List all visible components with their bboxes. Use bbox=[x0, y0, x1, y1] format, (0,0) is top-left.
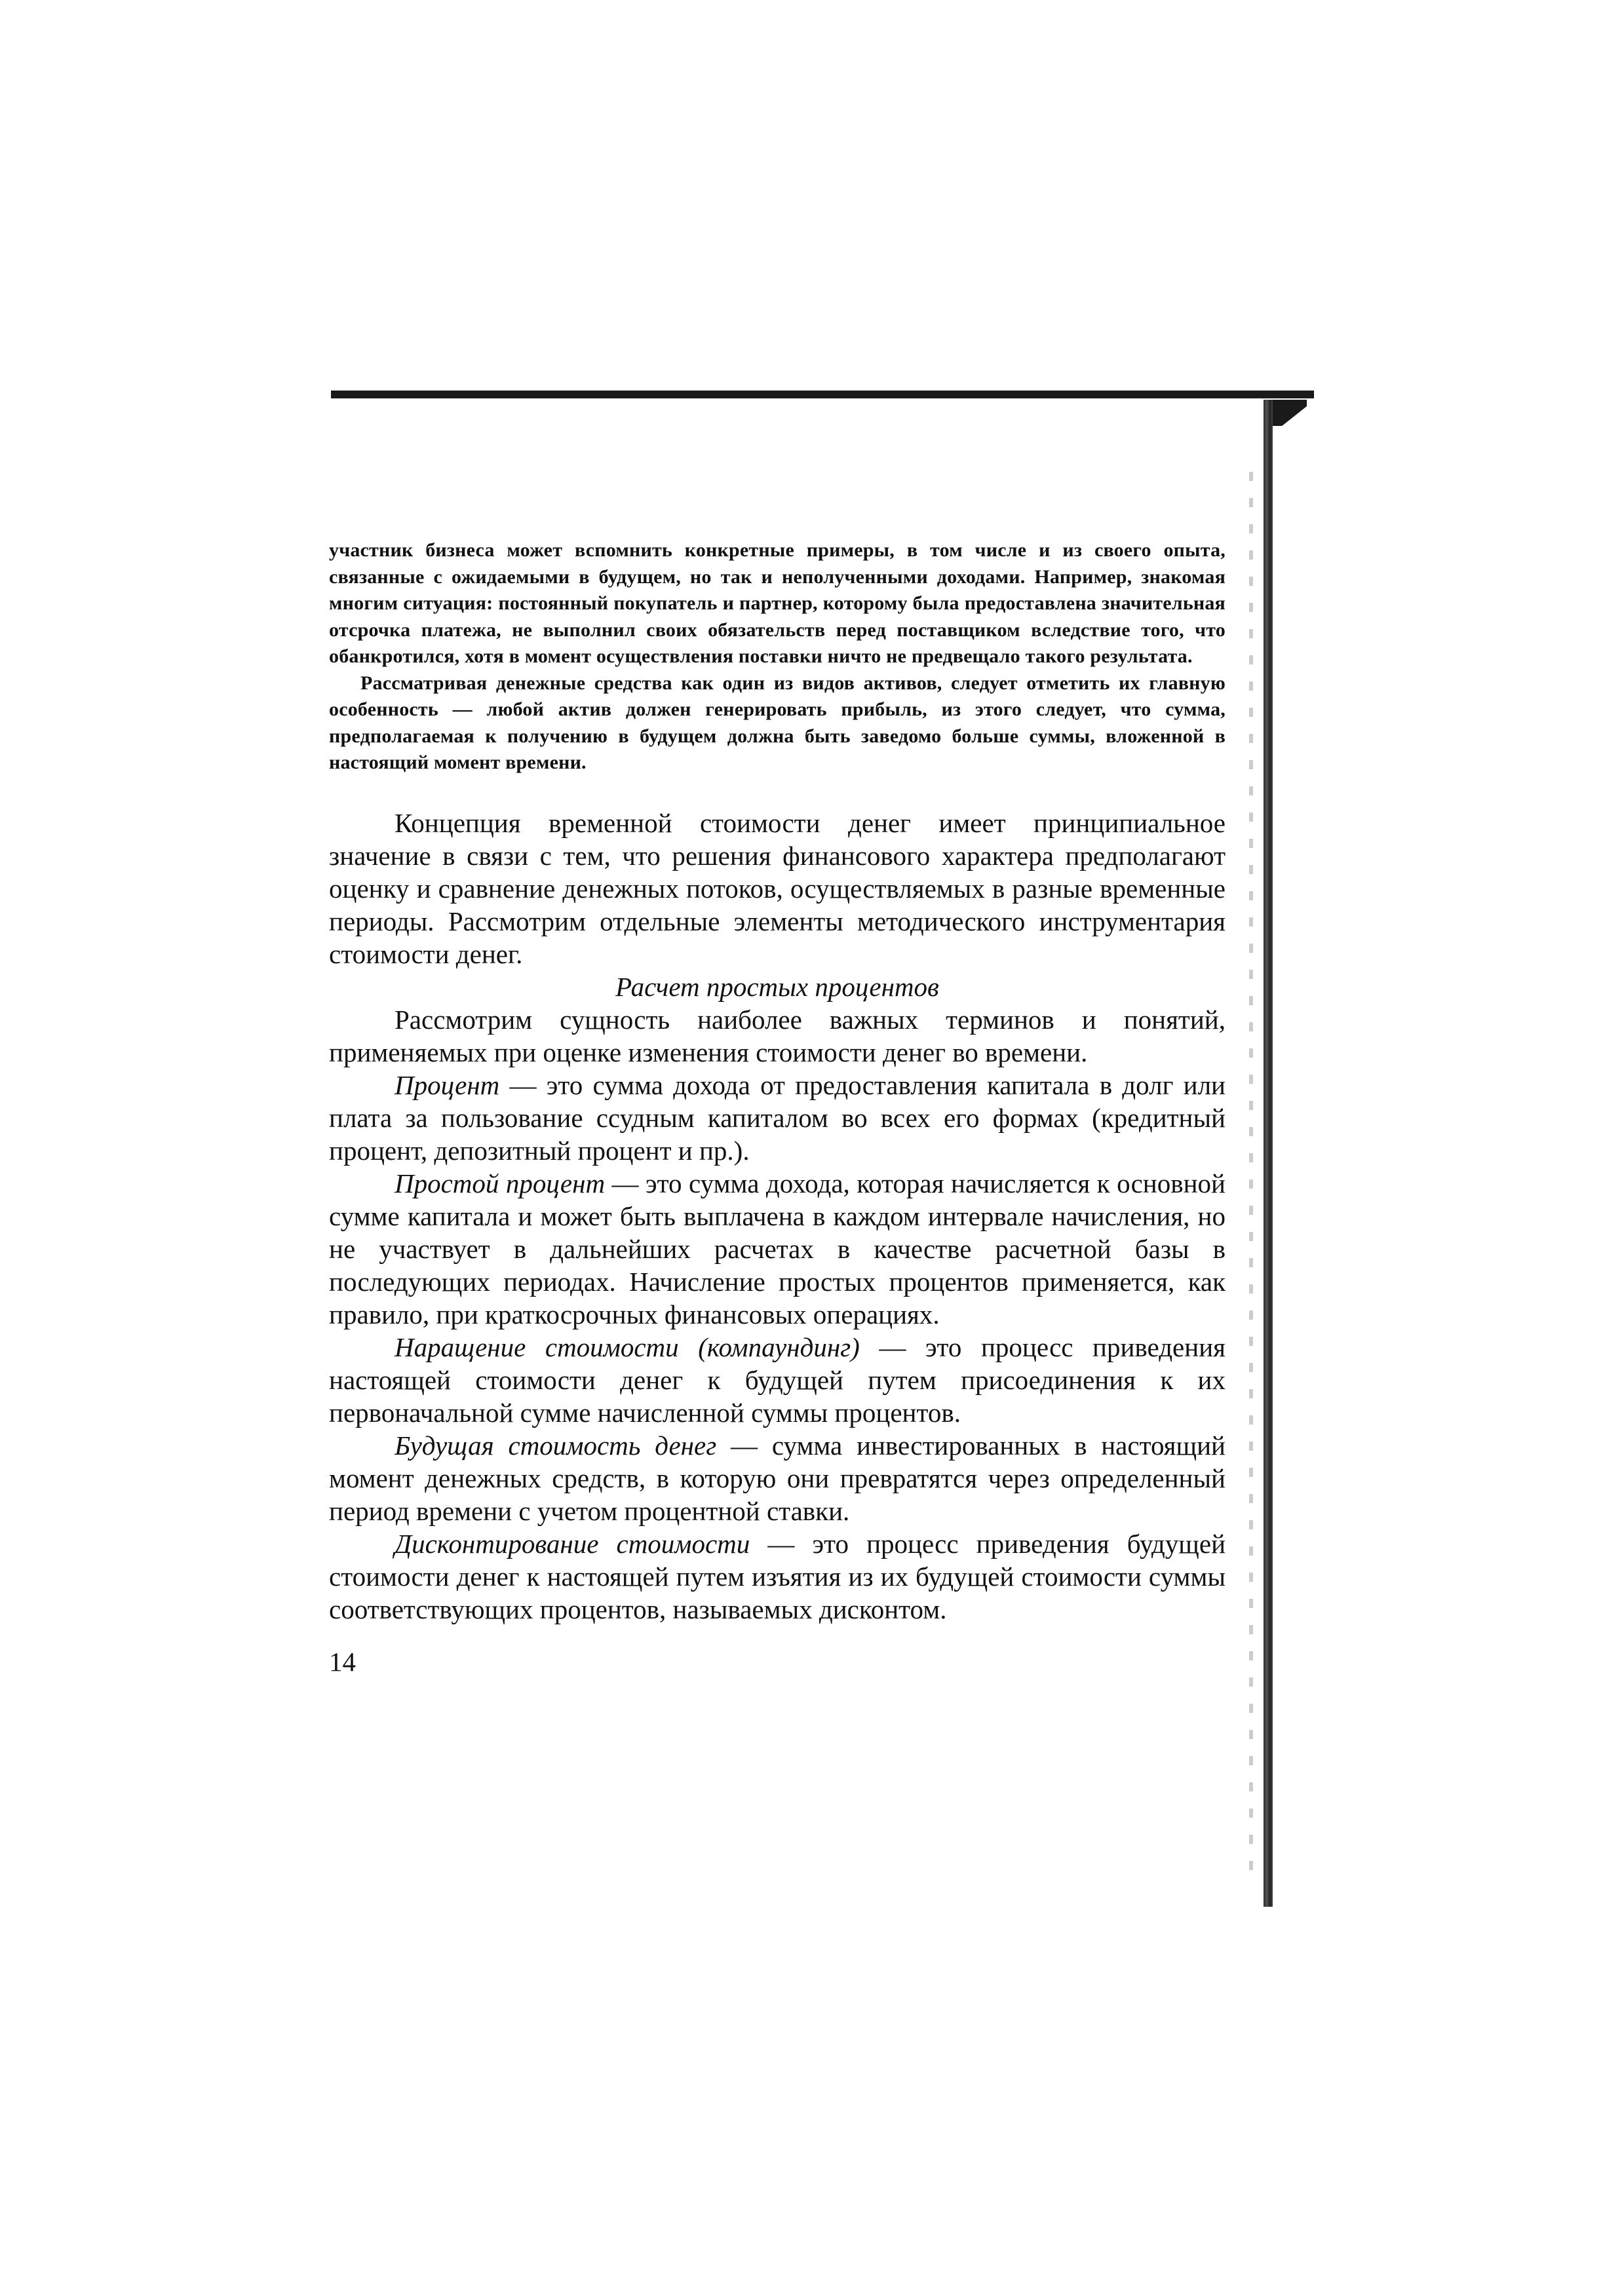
definition-compounding bbox=[329, 1331, 1226, 1429]
excerpt-block bbox=[329, 537, 1226, 776]
definition-simple-percent-text: — это сумма дохода, которая начисляется к основной сумме капитала и может быть выплачена в каждом интервале начисления, но не участвует в дальнейших расчетах в качестве расчетной базы в последующих периодах. Начисление простых процентов применяется, как правило, при краткосрочных финансовых операциях. bbox=[329, 1168, 1226, 1330]
term-percent: Процент bbox=[395, 1069, 500, 1100]
scan-binding-edge bbox=[1264, 400, 1273, 1907]
definition-future-value-text: — сумма инвестированных в настоящий момент денежных средств, в которую они превратятся через определенный период времени с учетом процентной ставки. bbox=[329, 1430, 1226, 1526]
scan-top-rule bbox=[331, 391, 1314, 398]
scan-binding-shadow bbox=[1249, 472, 1253, 1881]
main-text bbox=[329, 807, 1226, 1626]
page-number: 14 bbox=[329, 1646, 356, 1677]
term-simple-percent: Простой процент bbox=[395, 1168, 606, 1198]
section-title: Расчет простых процентов bbox=[615, 971, 939, 1002]
definition-discounting-text: — это процесс приведения будущей стоимости денег к настоящей путем изъятия из их будущей стоимости суммы соответствующих процентов, называемых дисконтом. bbox=[329, 1528, 1226, 1624]
scan-corner-mark bbox=[1271, 400, 1307, 426]
definition-compounding-text: — это процесс приведения настоящей стоимости денег к будущей путем присоединения к их первоначальной сумме начисленной суммы процентов. bbox=[329, 1331, 1226, 1428]
term-discounting: Дисконтирование стоимости bbox=[395, 1528, 750, 1559]
definition-percent-text: — это сумма дохода от предоставления капитала в долг или плата за пользование ссудным капиталом во всех его формах (кредитный процент, депозитный процент и пр.). bbox=[329, 1069, 1226, 1166]
intro-paragraph: Концепция временной стоимости денег имеет принципиальное значение в связи с тем, что решения финансового характера предполагают оценку и сравнение денежных потоков, осуществляемых в разные временные периоды. Рассмотрим отдельные элементы методического инструментария стоимости денег. bbox=[329, 807, 1226, 969]
term-compounding: Наращение стоимости (компаундинг) bbox=[395, 1331, 860, 1362]
excerpt-paragraph-2: Рассматривая денежные средства как один из видов активов, следует отметить их главную особенность — любой актив должен генерировать прибыль, из этого следует, что сумма, предполагаемая к получению в будущем должна быть заведомо больше суммы, вложенной в настоящий момент времени. bbox=[329, 672, 1226, 773]
excerpt-paragraph-1: участник бизнеса может вспомнить конкретные примеры, в том числе и из своего опыта, связанные с ожидаемыми в будущем, но так и неполученными доходами. Например, знакомая многим ситуация: постоянный покупатель и партнер, которому была предоставлена значительная отсрочка платежа, не выполнил своих обязательств перед поставщиком вследствие того, что обанкротился, хотя в момент осуществления поставки ничто не предвещало такого результата. bbox=[329, 539, 1226, 667]
section-intro-paragraph: Рассмотрим сущность наиболее важных терминов и понятий, применяемых при оценке изменения стоимости денег во времени. bbox=[329, 1004, 1226, 1067]
definition-simple-percent bbox=[329, 1167, 1226, 1331]
definition-percent bbox=[329, 1069, 1226, 1167]
term-future-value: Будущая стоимость денег bbox=[395, 1430, 717, 1461]
book-page bbox=[329, 537, 1226, 1678]
definition-discounting bbox=[329, 1527, 1226, 1626]
definition-future-value bbox=[329, 1429, 1226, 1527]
